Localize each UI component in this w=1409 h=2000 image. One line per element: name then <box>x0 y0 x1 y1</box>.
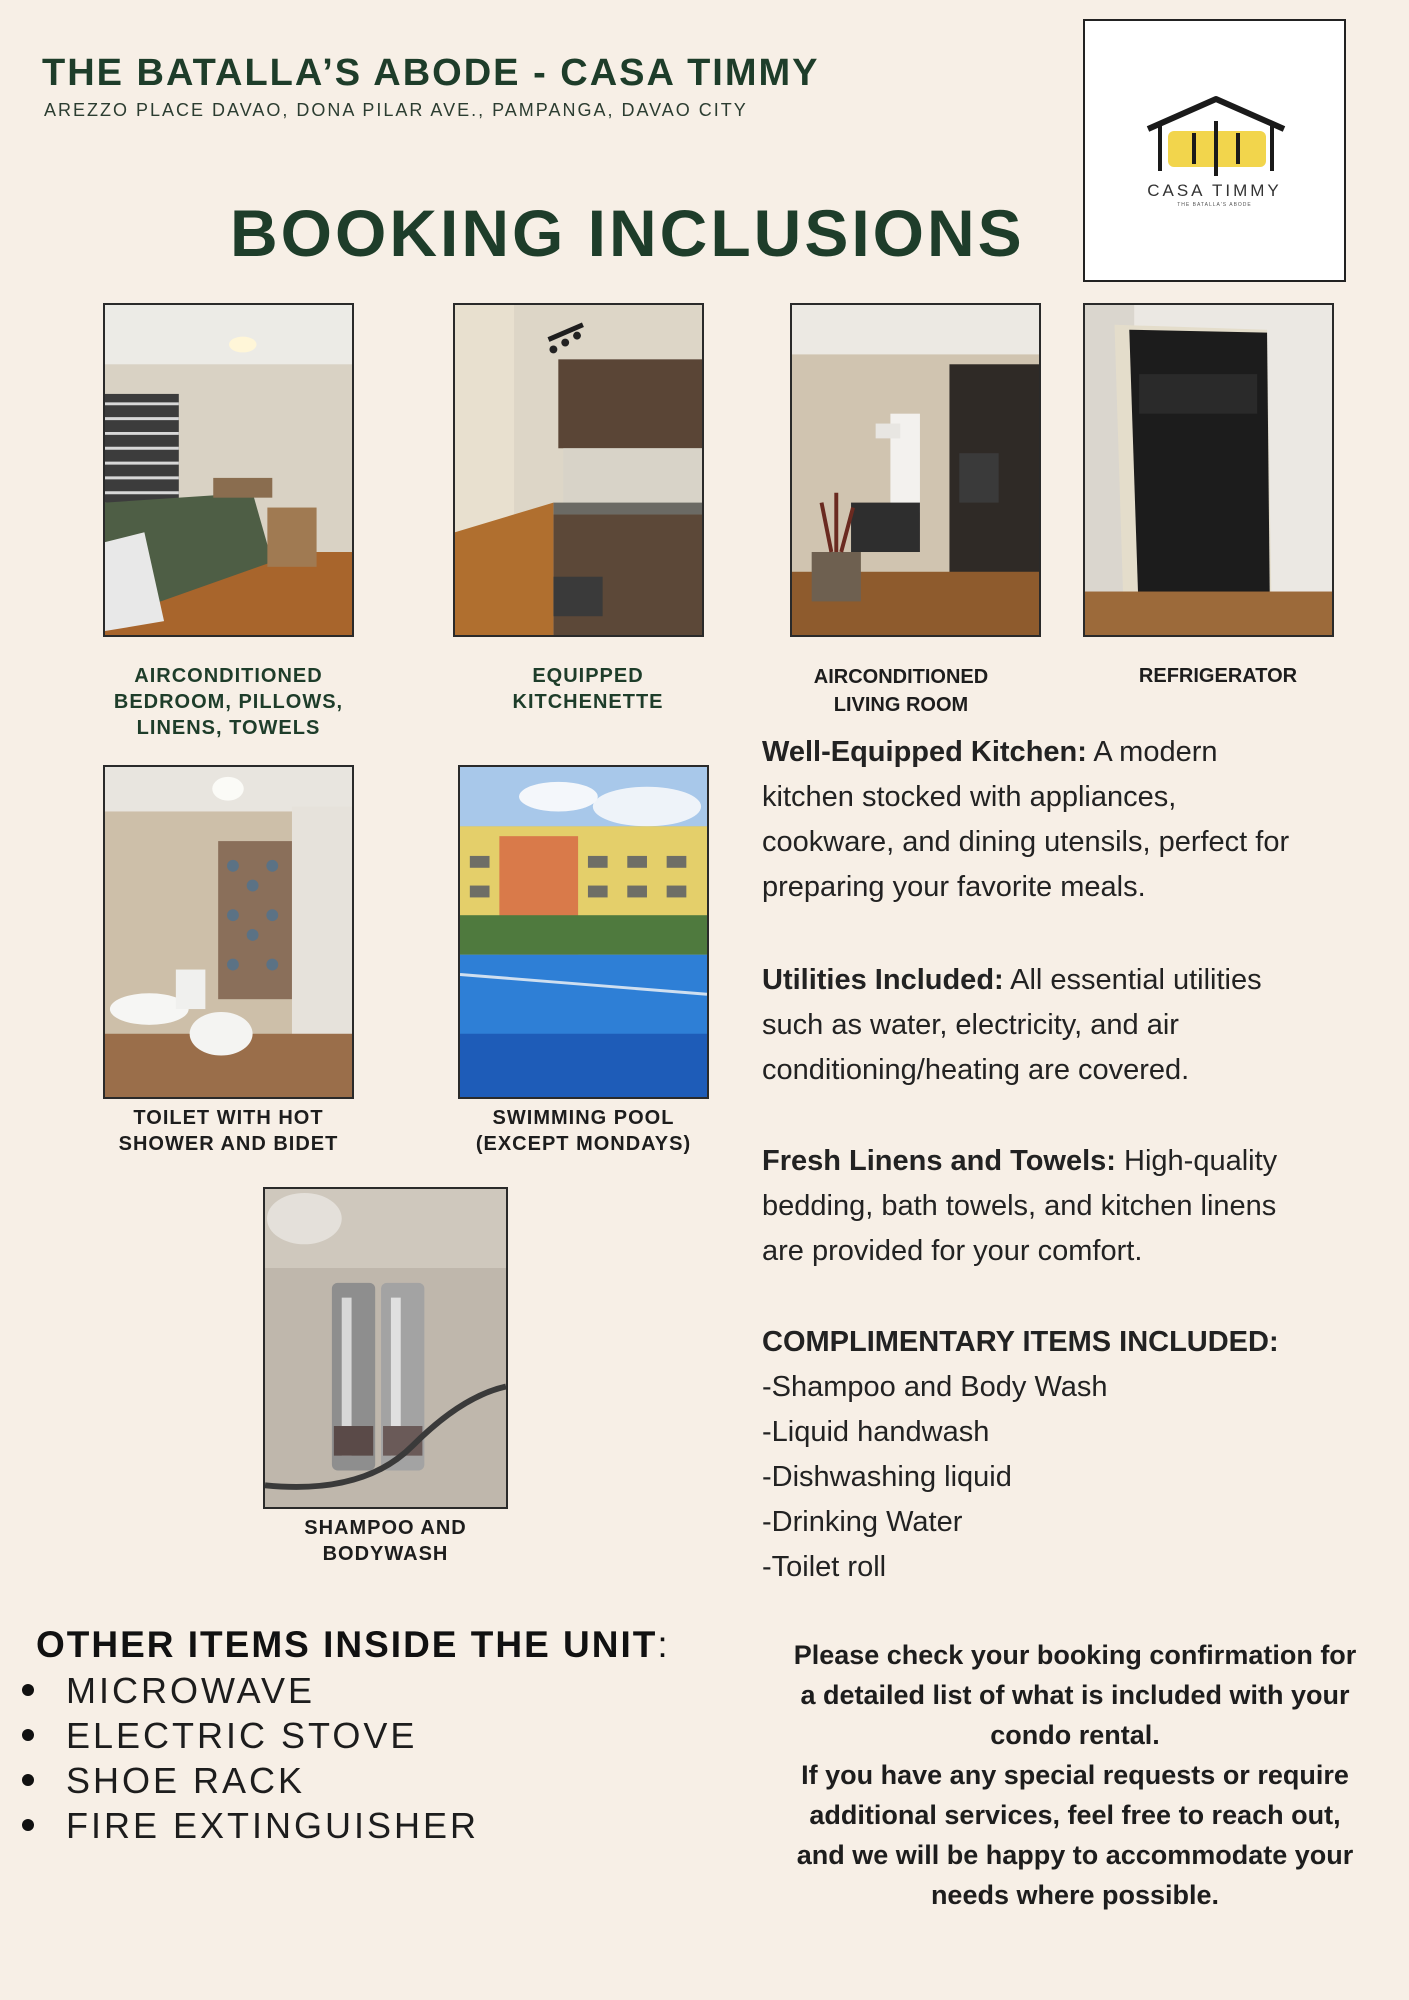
logo-name: CASA TIMMY <box>1147 181 1282 200</box>
list-item: -Dishwashing liquid <box>762 1461 1012 1493</box>
photo-caption: AIRCONDITIONED BEDROOM, PILLOWS, LINENS, TOWELS <box>113 665 344 739</box>
booking-note: Please check your booking confirmation for a detailed list of what is included with your condo rental. If you have any special requests or require additional services, feel free to reach out, and we will be happy to accommodate your needs where possible. <box>793 1640 1357 1910</box>
property-title: THE BATALLA’S ABODE - CASA TIMMY <box>42 52 820 94</box>
shampoo-dispenser-photo <box>263 1187 508 1509</box>
other-items-list <box>22 1668 479 1848</box>
bullet-icon <box>22 1684 34 1696</box>
refrigerator-photo <box>1083 303 1334 637</box>
list-item: -Liquid handwash <box>762 1416 990 1448</box>
bullet-icon <box>22 1729 34 1741</box>
complimentary-items <box>762 1320 1392 1590</box>
photo-caption: REFRIGERATOR <box>1138 665 1298 687</box>
bullet-icon <box>22 1774 34 1786</box>
photo-caption: AIRCONDITIONED LIVING ROOM <box>813 666 989 716</box>
photo-caption: EQUIPPED KITCHENETTE <box>512 665 664 713</box>
house-logo-icon <box>1085 21 1348 284</box>
bedroom-photo <box>103 303 354 637</box>
toilet-photo <box>103 765 354 1099</box>
property-address: AREZZO PLACE DAVAO, DONA PILAR AVE., PAMPANGA, DAVAO CITY <box>44 100 748 120</box>
casa-timmy-logo <box>1083 19 1346 282</box>
kitchenette-photo <box>453 303 704 637</box>
living-room-photo <box>790 303 1041 637</box>
photo-caption: TOILET WITH HOT SHOWER AND BIDET <box>118 1107 339 1155</box>
page-heading: BOOKING INCLUSIONS <box>230 196 1025 270</box>
list-item: -Drinking Water <box>762 1506 963 1538</box>
list-item: -Shampoo and Body Wash <box>762 1371 1108 1403</box>
photo-caption: SHAMPOO AND BODYWASH <box>304 1517 467 1565</box>
list-item: MICROWAVE <box>22 1668 479 1713</box>
photo-caption: SWIMMING POOL (EXCEPT MONDAYS) <box>475 1107 692 1155</box>
list-item: ELECTRIC STOVE <box>22 1713 479 1758</box>
list-item: -Toilet roll <box>762 1551 887 1583</box>
other-items-title: OTHER ITEMS INSIDE THE UNIT: <box>36 1624 670 1665</box>
logo-tagline: THE BATALLA'S ABODE <box>1177 202 1252 208</box>
list-item: SHOE RACK <box>22 1758 479 1803</box>
swimming-pool-photo <box>458 765 709 1099</box>
feature-linens: Fresh Linens and Towels: High-quality bedding, bath towels, and kitchen linens are provided for your comfort. <box>762 1145 1278 1267</box>
feature-kitchen: Well-Equipped Kitchen: A modern kitchen stocked with appliances, cookware, and dining utensils, perfect for preparing your favorite meals. <box>762 736 1290 903</box>
feature-utilities: Utilities Included: All essential utilities such as water, electricity, and air conditioning/heating are covered. <box>762 964 1262 1086</box>
bullet-icon <box>22 1819 34 1831</box>
complimentary-title: COMPLIMENTARY ITEMS INCLUDED: <box>762 1326 1279 1358</box>
list-item: FIRE EXTINGUISHER <box>22 1803 479 1848</box>
